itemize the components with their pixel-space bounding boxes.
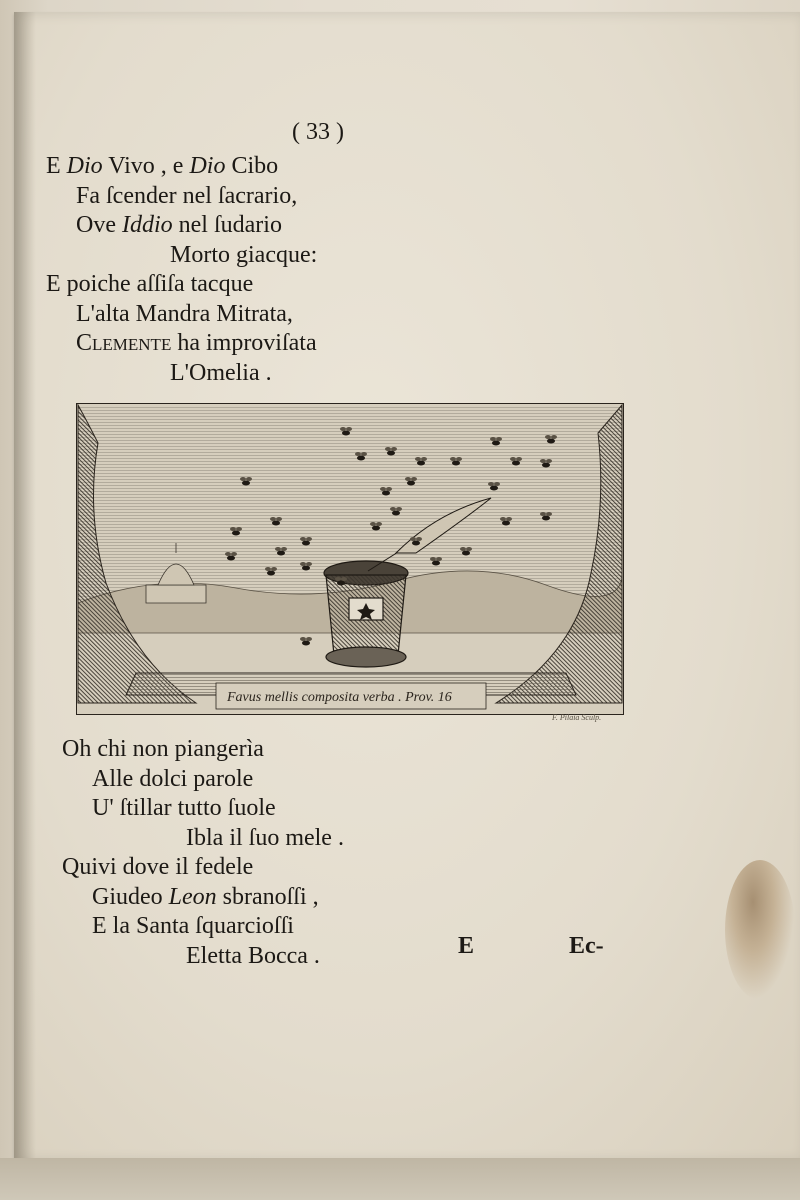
verse-text: Alle dolci parole [92,765,254,792]
verse-text: U' ſtillar tutto ſuole [92,795,276,821]
verse-text: Vivo , e [102,153,190,179]
verse-line [76,329,317,358]
verse-line [92,912,294,941]
verse-text: Dio [189,153,226,179]
verse-line [92,883,319,912]
verse-text: sbranoſſi , [216,883,319,910]
page-gutter-shadow [14,12,36,1162]
verse-text: Quivi dove il fedele [62,854,254,880]
verse-text: Eletta Bocca . [186,942,320,969]
verse-text: E poiche aſſiſa tacque [46,271,254,297]
inkwell [324,561,408,667]
catchword: Ec- [569,933,604,959]
foxing-stain [725,860,795,1000]
verse-text: Cibo [225,153,279,179]
verse-text: Oh chi non piangerìa [62,736,264,762]
verse-text: ha improviſata [171,330,317,356]
verse-text: nel ſudario [172,212,282,238]
verse-line [46,270,253,299]
verse-text: Giudeo [92,883,169,910]
verse-line [92,765,253,794]
verse-line [62,735,264,764]
engraver-signature: F. Pilaia Sculp. [552,713,602,722]
verse-text: L'Omelia . [170,359,272,386]
verse-text: Fa ſcender nel ſacrario, [76,182,298,209]
verse-text: Iddio [121,212,173,238]
verse-text: Morto giacque: [170,241,318,268]
verse-text: Ibla il ſuo mele . [186,824,344,851]
verse-line [62,853,253,882]
verse-line [186,942,320,971]
page-bottom-edge [0,1158,800,1200]
verse-line [76,211,282,240]
verse-line [46,152,278,181]
verse-text: E la Santa ſquarcioſſi [92,913,294,939]
verse-line [170,241,317,270]
verse-text: Leon [168,883,217,910]
verse-text: L'alta Mandra Mitrata, [76,300,293,327]
verse-line [170,359,272,388]
verse-line [76,300,293,329]
signature-mark: E [458,933,475,959]
engraving-illustration [76,403,624,715]
verse-line [92,794,276,823]
verse-line [76,182,297,211]
show-through-text [520,140,527,167]
verse-text: Ove [76,212,122,238]
verse-line [186,824,344,853]
page-number: ( 33 ) [292,119,344,145]
verse-text: Clemente [76,330,172,356]
engraving-motto: Favus mellis composita verba . Prov. 16 [227,690,452,705]
verse-text: E [46,153,67,179]
verse-text: Dio [66,153,103,179]
